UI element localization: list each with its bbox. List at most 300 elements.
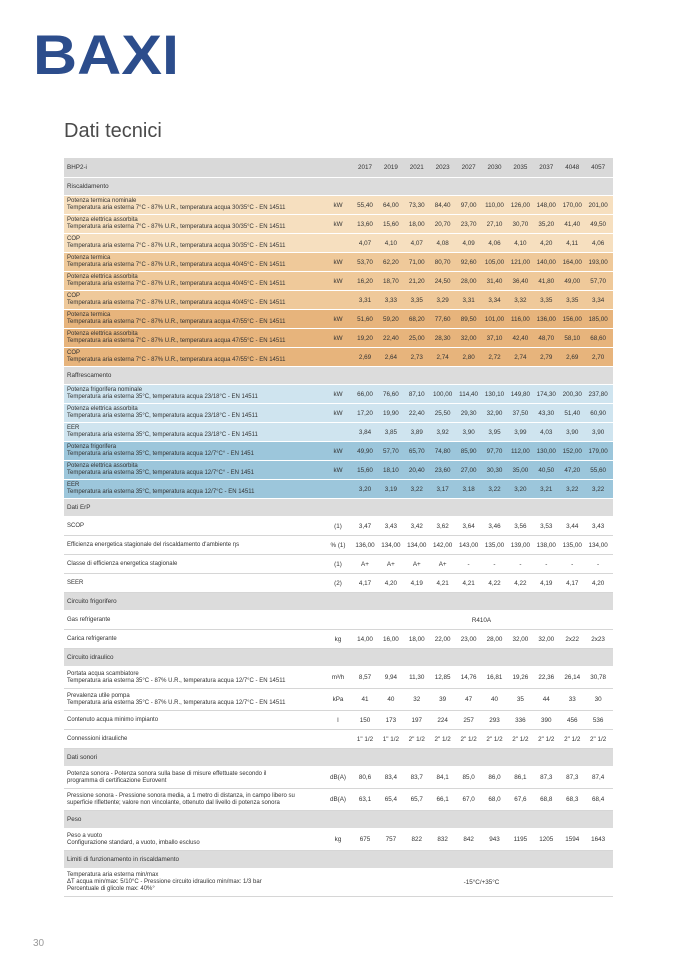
row-label-line: COP: [67, 236, 81, 242]
value-cell: 9,94: [384, 674, 397, 681]
value-cell: 3,99: [514, 428, 527, 436]
row-values: [352, 796, 613, 803]
row-unit: (1): [334, 560, 342, 568]
value-cell: 68,8: [540, 796, 553, 803]
value-cell: 4,07: [410, 239, 423, 247]
row-values: [352, 240, 613, 247]
value-cell: 3,85: [384, 428, 397, 436]
value-cell: 87,4: [591, 774, 605, 781]
row-label-line: Temperatura aria esterna 7°C - 87% U.R., temperatura acqua 47/55°C - EN 14511: [67, 338, 286, 344]
row-label-line: Potenza elettrica assorbita: [67, 331, 138, 337]
model-header-cell: 4048: [565, 164, 580, 171]
table-row: [64, 196, 613, 215]
value-cell: 2,69: [358, 353, 372, 361]
value-cell: 3,19: [384, 485, 397, 493]
value-cell: 29,30: [460, 409, 477, 417]
model-header-cell: 2021: [409, 164, 424, 171]
row-label: [64, 833, 324, 847]
value-cell: 53,70: [357, 258, 373, 266]
value-cell: 3,31: [358, 296, 372, 304]
value-cell: 4,08: [436, 239, 449, 247]
row-values: [352, 202, 613, 209]
value-cell: 37,50: [512, 409, 529, 417]
value-cell: 4,03: [540, 428, 553, 436]
value-cell: 3,53: [540, 522, 553, 530]
value-cell: 140,00: [536, 258, 556, 266]
row-values: [352, 736, 613, 743]
value-cell: 80,6: [358, 774, 372, 781]
value-cell: 83,4: [384, 774, 397, 781]
value-cell: 51,40: [564, 409, 581, 417]
row-label: [64, 693, 324, 707]
row-unit: kPa: [332, 696, 344, 703]
value-cell: 4,10: [384, 239, 397, 247]
row-values: [352, 542, 613, 549]
table-row: [64, 385, 613, 404]
technical-data-table: [64, 158, 613, 897]
value-cell: 4,17: [566, 579, 579, 587]
value-cell: 822: [411, 836, 423, 843]
row-unit: kW: [333, 258, 343, 266]
value-cell: 86,0: [488, 774, 501, 781]
table-row: [64, 789, 613, 811]
value-cell: 170,00: [562, 201, 582, 209]
value-cell: 32,00: [538, 635, 555, 643]
row-unit: % (1): [330, 541, 346, 549]
value-cell: 44: [542, 696, 550, 703]
value-cell: 35,20: [538, 220, 555, 228]
value-cell: 57,70: [382, 447, 399, 455]
row-label-line: Temperatura aria esterna 35°C, temperatura acqua 12/7°C° - EN 1451: [67, 470, 254, 476]
row-unit: kW: [333, 315, 343, 323]
row-label: [64, 617, 324, 624]
value-cell: 63,1: [358, 796, 372, 803]
row-values: [352, 391, 613, 398]
row-label-line: Temperatura aria esterna 7°C - 87% U.R., temperatura acqua 47/55°C - EN 14511: [67, 319, 286, 325]
value-cell: 4,09: [462, 239, 475, 247]
value-cell: 1195: [513, 836, 528, 843]
value-cell: 3,62: [436, 522, 449, 530]
value-cell: 32,00: [512, 635, 529, 643]
table-row: [64, 348, 613, 367]
value-cell: 73,30: [408, 201, 425, 209]
value-cell: 68,0: [488, 796, 501, 803]
value-cell: 536: [592, 716, 604, 724]
section-header-row: [64, 178, 613, 196]
value-cell: 41: [361, 696, 369, 703]
row-label: [64, 523, 324, 530]
table-row: [64, 234, 613, 253]
value-cell: 2" 1/2: [564, 735, 581, 743]
value-cell: 148,00: [536, 201, 556, 209]
value-cell: 2x23: [591, 635, 605, 643]
value-cell: 3,64: [462, 522, 475, 530]
row-values: [352, 561, 613, 568]
value-cell: 25,00: [408, 334, 425, 342]
table-row: [64, 461, 613, 480]
value-cell: 30,30: [486, 466, 503, 474]
table-row: [64, 329, 613, 348]
value-cell: 28,00: [486, 635, 503, 643]
value-cell: 28,30: [434, 334, 451, 342]
value-cell: 185,00: [588, 315, 608, 323]
value-cell: 68,60: [590, 334, 606, 342]
table-row: [64, 215, 613, 234]
value-cell: 1205: [539, 836, 554, 843]
value-cell: 156,00: [562, 315, 582, 323]
value-cell: 237,80: [588, 390, 608, 398]
value-cell: 2" 1/2: [434, 735, 451, 743]
row-label-line: Temperatura aria esterna 35°C, temperatura acqua 12/7°C - EN 14511: [67, 489, 255, 495]
value-cell: 2,69: [566, 353, 579, 361]
value-cell: 3,32: [514, 296, 527, 304]
row-label-line: Percentuale di glicole max: 40%°: [67, 886, 155, 892]
value-cell: 832: [437, 836, 448, 843]
value-cell: 64,00: [382, 201, 399, 209]
row-label-line: Temperatura aria esterna 35°C - 87% U.R., temperatura acqua 12/7°C - EN 14511: [67, 677, 286, 684]
value-cell: 40: [490, 696, 498, 703]
row-values: [352, 354, 613, 361]
value-cell: 3,43: [384, 522, 397, 530]
row-label-line: Configurazione standard, a vuoto, imballo escluso: [67, 839, 200, 846]
value-cell: 139,00: [510, 541, 531, 549]
value-cell: 224: [437, 716, 448, 724]
row-unit: kW: [333, 220, 343, 228]
model-header-cell: 4057: [591, 164, 606, 171]
value-cell: 86,1: [514, 774, 527, 781]
row-values: [352, 259, 613, 266]
value-cell: 2x22: [565, 635, 580, 643]
row-label-line: Temperatura aria esterna 35°C, temperatura acqua 12/7°C° - EN 1451: [67, 451, 254, 457]
row-label: [64, 636, 324, 643]
section-title: Circuito frigorifero: [67, 598, 117, 605]
value-cell: 4,21: [462, 579, 475, 587]
row-unit: kW: [333, 409, 343, 417]
row-label: [64, 387, 324, 401]
value-cell: 19,26: [512, 674, 529, 681]
value-cell: 20,70: [434, 220, 451, 228]
model-header-cell: 2035: [513, 164, 528, 171]
value-cell: 33: [568, 696, 576, 703]
row-values: [352, 221, 613, 228]
value-cell: 943: [489, 836, 500, 843]
table-row: [64, 829, 613, 851]
row-unit: (1): [334, 522, 342, 530]
value-cell: 23,00: [460, 635, 477, 643]
value-cell: 1" 1/2: [356, 735, 374, 743]
value-cell: 66,1: [436, 796, 449, 803]
value-cell: 3,89: [410, 428, 423, 436]
value-cell: 293: [489, 716, 500, 724]
value-cell: 136,00: [536, 315, 556, 323]
row-label-line: Temperatura aria esterna 35°C, temperatura acqua 23/18°C - EN 14511: [67, 432, 258, 438]
value-cell: 24,50: [434, 277, 451, 285]
model-label: BHP2-i: [67, 164, 87, 171]
value-cell: 97,00: [460, 201, 477, 209]
value-cell: 4,22: [514, 579, 527, 587]
value-cell: 4,21: [436, 579, 449, 587]
value-cell: 201,00: [588, 201, 608, 209]
page-title: Dati tecnici: [64, 120, 162, 142]
row-label: [64, 872, 324, 893]
value-cell: 105,00: [484, 258, 505, 266]
section-title: Peso: [67, 816, 82, 823]
value-cell: 74,80: [434, 447, 451, 455]
table-row: [64, 442, 613, 461]
model-header-cell: 2037: [539, 164, 554, 171]
value-cell: 68,20: [408, 315, 425, 323]
row-label-line: Pressione sonora - Pressione sonora media, a 1 metro di distanza, in campo libero su: [67, 792, 295, 799]
row-label: [64, 425, 324, 439]
value-cell: 136,00: [355, 541, 375, 549]
table-row: [64, 480, 613, 499]
value-cell: 37,10: [486, 334, 503, 342]
value-cell: A+: [412, 560, 421, 568]
table-row: [64, 536, 613, 555]
table-row: [64, 667, 613, 689]
value-cell: 42,40: [512, 334, 529, 342]
section-header-row: [64, 367, 613, 385]
row-unit: m³/h: [331, 674, 345, 681]
row-label: [64, 463, 324, 477]
value-cell: 193,00: [588, 258, 608, 266]
value-cell: 55,40: [357, 201, 373, 209]
section-title: Limiti di funzionamento in riscaldamento: [67, 856, 180, 863]
value-cell: 3,44: [566, 522, 579, 530]
row-label-line: Potenza frigorifera nominale: [67, 387, 143, 393]
value-cell: 30,70: [512, 220, 529, 228]
row-label-line: Temperatura aria esterna 7°C - 87% U.R., temperatura acqua 30/35°C - EN 14511: [67, 224, 286, 230]
value-cell: 16,00: [382, 635, 399, 643]
row-label-line: Connessioni idrauliche: [67, 735, 128, 742]
value-cell: 25,50: [434, 409, 451, 417]
row-label: [64, 274, 324, 288]
value-cell: 20,40: [408, 466, 425, 474]
row-label: [64, 293, 324, 307]
row-values: [352, 278, 613, 285]
value-cell: 842: [463, 836, 474, 843]
value-cell: -: [519, 560, 522, 568]
value-cell: 68,3: [566, 796, 579, 803]
row-unit: kW: [333, 466, 343, 474]
value-cell: 3,33: [384, 296, 397, 304]
row-label: [64, 542, 324, 549]
value-cell: 3,35: [566, 296, 579, 304]
row-label: [64, 312, 324, 326]
row-values: [352, 774, 613, 781]
value-cell: 84,40: [434, 201, 451, 209]
row-label: [64, 771, 324, 785]
value-cell: 28,00: [460, 277, 477, 285]
table-row: [64, 272, 613, 291]
row-unit: kW: [333, 447, 343, 455]
row-label: [64, 444, 324, 458]
row-values: [352, 523, 613, 530]
row-label-line: Temperatura aria esterna 7°C - 87% U.R., temperatura acqua 47/55°C - EN 14511: [67, 357, 286, 363]
row-label: [64, 736, 324, 743]
row-label-line: EER: [67, 425, 80, 431]
value-cell: 3,21: [540, 485, 553, 493]
row-label-line: Carica refrigerante: [67, 635, 117, 642]
row-label: [64, 331, 324, 345]
value-cell: 101,00: [484, 315, 505, 323]
value-cell: 2,74: [514, 353, 527, 361]
value-cell: 3,22: [410, 485, 423, 493]
value-cell: 2" 1/2: [460, 735, 477, 743]
row-unit: kW: [333, 390, 343, 398]
value-cell: -: [545, 560, 548, 568]
value-cell: 43,30: [538, 409, 555, 417]
value-cell: 3,31: [462, 296, 475, 304]
value-cell: 1643: [591, 836, 606, 843]
row-label: [64, 350, 324, 364]
value-cell: 19,20: [357, 334, 373, 342]
value-cell: 3,20: [358, 485, 372, 493]
value-cell: 12,85: [434, 674, 451, 681]
value-cell: A+: [438, 560, 447, 568]
value-cell: 2" 1/2: [486, 735, 503, 743]
table-row: [64, 517, 613, 536]
value-cell: 68,4: [591, 796, 605, 803]
row-unit: (2): [334, 579, 342, 587]
value-cell: 55,60: [590, 466, 606, 474]
table-row: [64, 611, 613, 630]
value-cell: 2" 1/2: [589, 735, 607, 743]
table-row: [64, 291, 613, 310]
value-cell: 4,20: [384, 579, 397, 587]
value-cell: 40,50: [538, 466, 555, 474]
value-cell: 3,47: [358, 522, 372, 530]
row-values: [352, 410, 613, 417]
row-label-line: COP: [67, 350, 81, 356]
value-cell: 173: [385, 716, 397, 724]
row-label-line: EER: [67, 482, 80, 488]
row-label-line: Classe di efficienza energetica stagionale: [67, 560, 178, 567]
value-cell: 27,00: [460, 466, 477, 474]
value-cell: 87,3: [566, 774, 579, 781]
value-cell: 130,00: [536, 447, 556, 455]
value-cell: 16,81: [486, 674, 503, 681]
value-cell: 60,90: [590, 409, 606, 417]
value-cell: 116,00: [510, 315, 530, 323]
value-cell: 49,90: [357, 447, 373, 455]
value-cell: 65,70: [408, 447, 425, 455]
table-row: [64, 711, 613, 730]
table-header-row: [64, 158, 613, 178]
value-cell: 67,6: [514, 796, 527, 803]
value-cell: 2" 1/2: [538, 735, 555, 743]
value-cell: 2,79: [540, 353, 553, 361]
value-cell: 22,40: [382, 334, 399, 342]
row-label-line: Gas refrigerante: [67, 616, 111, 623]
value-cell: 112,00: [510, 447, 530, 455]
row-label-line: superficie riflettente; valore non vincolante, ottenuto dal livello di potenza sonora: [67, 799, 280, 806]
value-cell: 3,35: [540, 296, 553, 304]
value-cell: 48,70: [538, 334, 555, 342]
row-label-line: Peso a vuoto: [67, 832, 103, 839]
value-cell: 126,00: [510, 201, 531, 209]
value-cell: 32,00: [460, 334, 477, 342]
value-cell: 197: [411, 716, 423, 724]
row-label-line: Temperatura aria esterna 7°C - 87% U.R., temperatura acqua 40/45°C - EN 14511: [67, 262, 286, 268]
table-row: [64, 869, 613, 897]
section-title: Dati sonori: [67, 754, 98, 761]
value-cell: 23,70: [460, 220, 477, 228]
value-cell: 4,11: [566, 239, 579, 247]
value-cell: 4,20: [591, 579, 605, 587]
value-cell: 121,00: [510, 258, 531, 266]
value-cell: 3,84: [358, 428, 372, 436]
table-body: [64, 178, 613, 897]
value-cell: 87,10: [408, 390, 425, 398]
value-cell: 3,22: [591, 485, 605, 493]
row-label: [64, 198, 324, 212]
value-cell: 47,20: [564, 466, 581, 474]
value-cell: 76,60: [382, 390, 399, 398]
row-label-line: Potenza elettrica assorbita: [67, 274, 138, 280]
table-row: [64, 310, 613, 329]
value-cell: 89,50: [460, 315, 477, 323]
value-cell: 130,10: [484, 390, 505, 398]
row-values: [352, 674, 613, 681]
value-cell: 14,00: [357, 635, 373, 643]
value-cell: 18,10: [382, 466, 399, 474]
value-cell: 57,70: [590, 277, 606, 285]
value-cell: 3,95: [488, 428, 501, 436]
value-cell: 390: [541, 716, 552, 724]
model-header-cell: 2019: [383, 164, 398, 171]
value-cell: 62,20: [382, 258, 399, 266]
table-row: [64, 555, 613, 574]
row-label-line: Portata acqua scambiatore: [67, 670, 139, 677]
row-label-line: ΔT acqua min/max: 5/10°C - Pressione circuito idraulico min/max: 1/3 bar: [67, 879, 262, 885]
row-label: [64, 406, 324, 420]
value-cell: 675: [359, 836, 371, 843]
value-cell: 27,10: [486, 220, 503, 228]
value-cell: A+: [386, 560, 395, 568]
row-label-line: Potenza frigorifera: [67, 444, 117, 450]
row-label: [64, 793, 324, 807]
row-unit: kW: [333, 334, 343, 342]
value-cell: 134,00: [588, 541, 608, 549]
row-values: [352, 429, 613, 436]
value-cell: 456: [566, 716, 578, 724]
row-label-line: Potenza termica: [67, 255, 111, 261]
value-cell: 100,00: [433, 390, 453, 398]
value-cell: 41,40: [564, 220, 581, 228]
value-cell: 30: [594, 696, 602, 703]
row-label: [64, 561, 324, 568]
value-cell: 257: [463, 716, 474, 724]
value-cell: 65,7: [410, 796, 423, 803]
value-cell: 4,20: [540, 239, 553, 247]
row-unit: kW: [333, 277, 343, 285]
row-unit: dB(A): [329, 796, 347, 803]
value-cell: 3,17: [436, 485, 449, 493]
value-cell: 32,90: [486, 409, 503, 417]
value-cell: 3,90: [591, 428, 605, 436]
value-cell: 4,06: [591, 239, 605, 247]
value-cell: 149,80: [510, 390, 531, 398]
value-cell: 85,90: [460, 447, 477, 455]
section-title: Circuito idraulico: [67, 654, 114, 661]
value-cell: A+: [361, 560, 369, 568]
row-label-line: Temperatura aria esterna 35°C, temperatura acqua 23/18°C - EN 14511: [67, 413, 258, 419]
value-cell: 21,20: [408, 277, 425, 285]
section-header-row: [64, 811, 613, 829]
row-values: [352, 448, 613, 455]
model-header-cell: 2023: [435, 164, 450, 171]
